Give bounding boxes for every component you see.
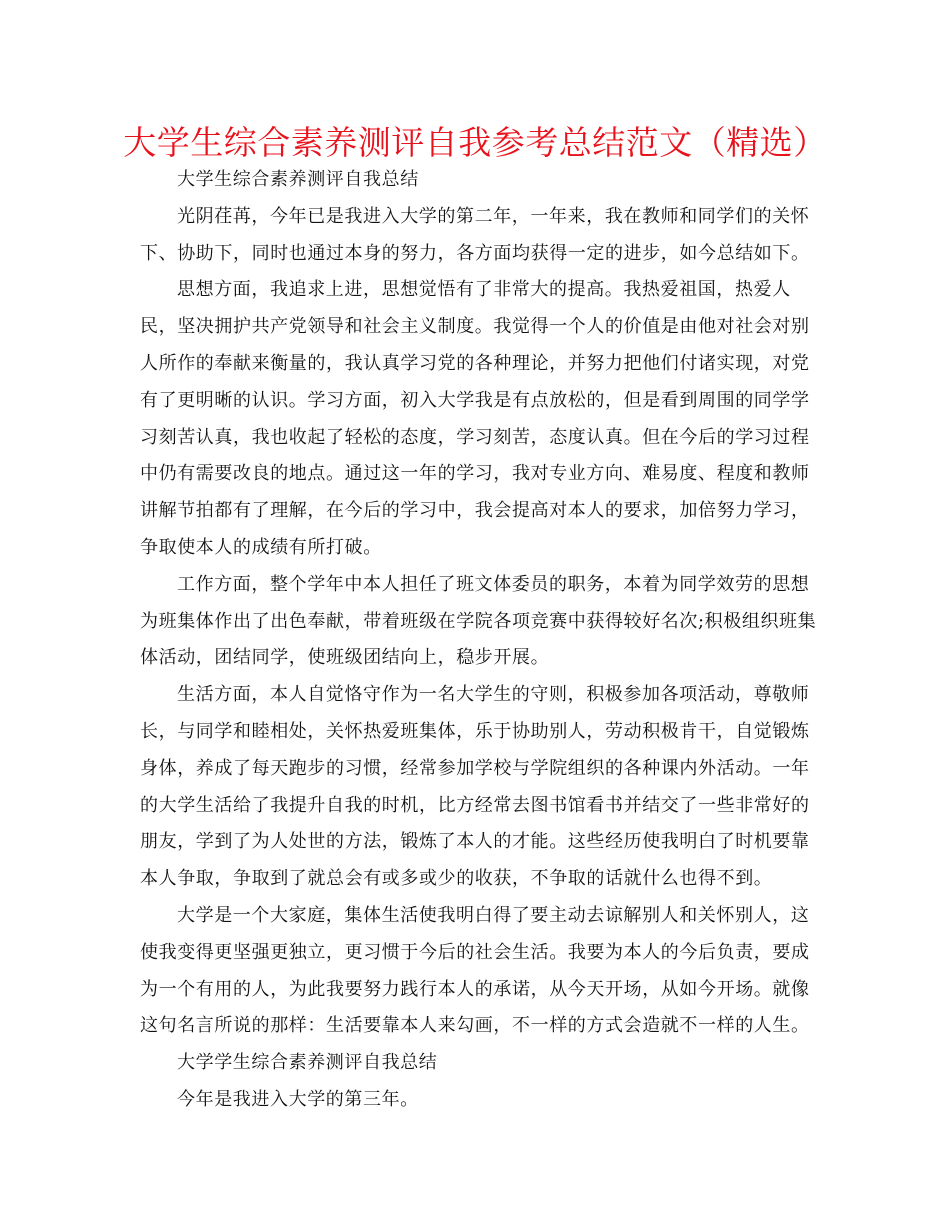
second-subtitle-paragraph: 大学学生综合素养测评自我总结 <box>177 1052 438 1074</box>
third-year-paragraph: 今年是我进入大学的第三年。 <box>177 1088 419 1110</box>
work-paragraph: 工作方面，整个学年中本人担任了班文体委员的职务，本着为同学效劳的思想为班集体作出了出色奉献，带着班级在学院各项竞赛中获得较好名次;积极组织班集体活动，团结同学，使班级团结向上，稳步开展。 <box>140 573 817 669</box>
document-body <box>140 162 825 1119</box>
document-title: 大学生综合素养测评自我参考总结范文（精选） <box>123 123 827 162</box>
subtitle-paragraph: 大学生综合素养测评自我总结 <box>177 169 419 190</box>
life-paragraph: 生活方面，本人自觉恪守作为一名大学生的守则，积极参加各项活动，尊敬师长，与同学和睦相处，关怀热爱班集体，乐于协助别人，劳动积极肯干，自觉锻炼身体，养成了每天跑步的习惯，经常参加学校与学院组织的各种课内外活动。一年的大学生活给了我提升自我的时机，比方经常去图书馆看书并结交了一些非常好的朋友，学到了为人处世的方法，锻炼了本人的才能。这些经历使我明白了时机要靠本人争取，争取到了就总会有或多或少的收获，不争取的话就什么也得不到。 <box>140 684 810 890</box>
intro-paragraph: 光阴荏苒，今年已是我进入大学的第二年，一年来，我在教师和同学们的关怀下、协助下，同时也通过本身的努力，各方面均获得一定的进步，如今总结如下。 <box>140 205 810 264</box>
ideology-paragraph: 思想方面，我追求上进，思想觉悟有了非常大的提高。我热爱祖国，热爱人民，坚决拥护共产党领导和社会主义制度。我觉得一个人的价值是由他对社会对别人所作的奉献来衡量的，我认真学习党的各种理论，并努力把他们付诸实现，对党有了更明晰的认识。学习方面，初入大学我是有点放松的，但是看到周围的同学学习刻苦认真，我也收起了轻松的态度，学习刻苦，态度认真。但在今后的学习过程中仍有需要改良的地点。通过这一年的学习，我对专业方向、难易度、程度和教师讲解节拍都有了理解，在今后的学习中，我会提高对本人的要求，加倍努力学习，争取使本人的成绩有所打破。 <box>140 279 810 558</box>
family-paragraph: 大学是一个大家庭，集体生活使我明白得了要主动去谅解别人和关怀别人，这使我变得更坚强更独立，更习惯于今后的社会生活。我要为本人的今后负责，要成为一个有用的人，为此我要努力践行本人的承诺，从今天开场，从如今开场。就像这句名言所说的那样：生活要靠本人来勾画，不一样的方式会造就不一样的人生。 <box>140 904 810 1037</box>
